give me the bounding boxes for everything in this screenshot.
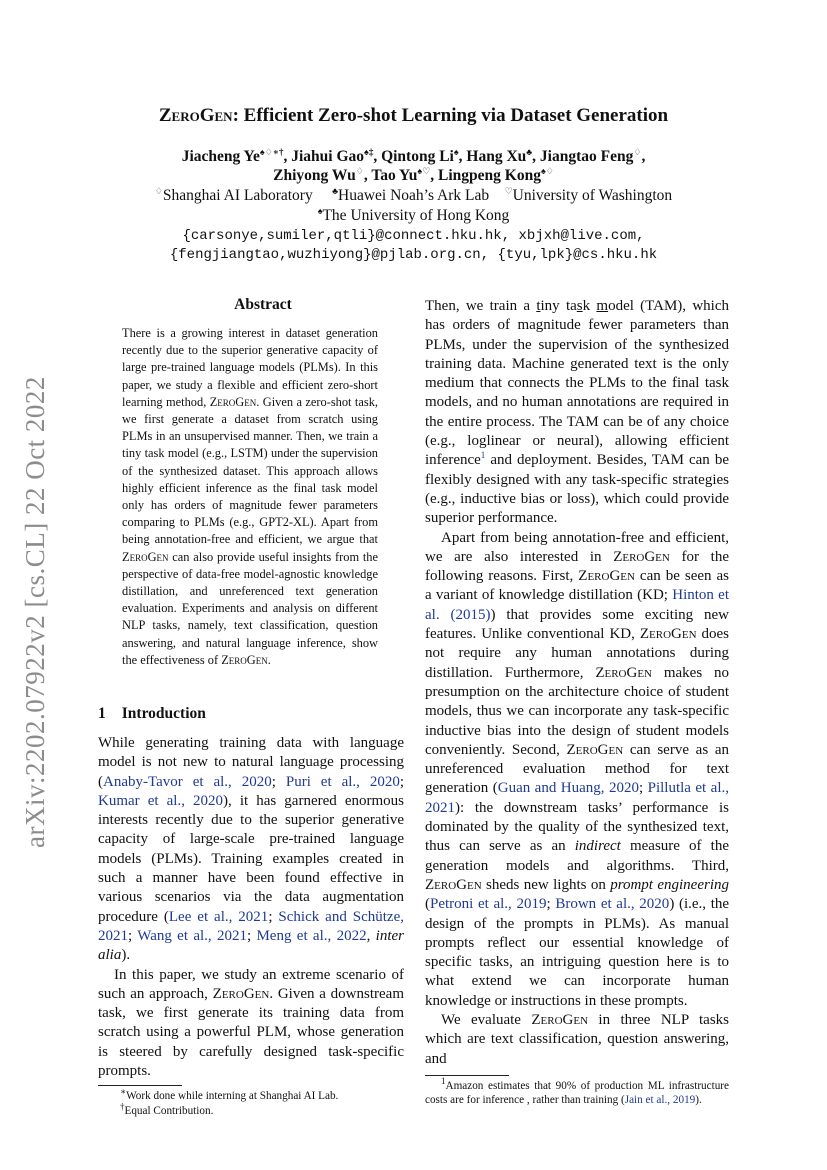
author: Jiahui Gao — [291, 148, 365, 165]
citation-link[interactable]: Jain et al., 2019 — [624, 1094, 696, 1107]
affiliation: The University of Hong Kong — [322, 207, 510, 224]
citation-link[interactable]: Schick and Schütze, 2021 — [98, 908, 404, 944]
affiliation: University of Washington — [512, 187, 673, 204]
footnote-rule — [98, 1085, 182, 1086]
paragraph: Then, we train a tiny task model (TAM), which has orders of magnitude fewer parameters than PLMs, under the supervision of the synthesized training data. Machine generated text is the only medium that connects the PLMs to the final task models, and no human annotations are required in the entire process. The TAM can be of any choice (e.g., loglinear or neural), allowing efficient inference$^1$ and deployment. Besides, TAM can be flexibly designed with any task-specific strategies (e.g., inductive bias or loss), which could provide superior performance. — [425, 298, 729, 527]
citation-link[interactable]: Petroni et al., 2019 — [430, 896, 547, 913]
author: Qintong Li — [381, 148, 454, 165]
paragraph: In this paper, we study an extreme scenario of such an approach, ZeroGen. Given a downstream task, we first generate its training data from scratch using a powerful PLM, whose generation is steered by carefully designed task-specific prompts. — [98, 966, 404, 1080]
paragraph: Apart from being annotation-free and efficient, we are also interested in ZeroGen for the following reasons. First, ZeroGen can be seen as a variant of knowledge distillation (KD; Hinton et al. (2015)) that provides some exciting new features. Unlike conventional KD, ZeroGen does not require any human annotations during distillation. Furthermore, ZeroGen makes no presumption on the architecture choice of student models, thus we can incorporate any task-specific inductive bias into the design of student models conveniently. Second, ZeroGen can serve as an unreferenced evaluation method for text generation (Guan and Huang, 2020; Pillutla et al., 2021): the downstream tasks’ performance is dominated by the quality of the synthesized text, thus can serve as an indirect measure of the generation models and algorithms. Third, ZeroGen sheds new lights on prompt engineering (Petroni et al., 2019; Brown et al., 2020) (i.e., the design of the prompts in PLMs). As manual prompts reflect our essential knowledge of specific tasks, an intriguing question here is to what extend we can incorporate human knowledge or instructions in these prompts. — [425, 529, 730, 1009]
footnote: $^1$Amazon estimates that 90% of production ML infrastructure costs are for inference , rather than training (Jain et al., 2019). — [425, 1076, 729, 1107]
paper-title: ZeroGen: Efficient Zero-shot Learning via Dataset Generation — [158, 105, 669, 126]
citation-link[interactable]: Hinton et al. (2015) — [425, 587, 729, 623]
author: Tao Yu — [371, 167, 418, 184]
abstract-body: There is a growing interest in dataset generation recently due to the superior generative capacity of large pre-trained language models (PLMs). In this paper, we study a flexible and efficient zero-short learning method, ZeroGen. Given a zero-shot task, we first generate a dataset from scratch using PLMs in an unsupervised manner. Then, we train a tiny task model (e.g., LSTM) under the supervision of the synthesized dataset. This approach allows highly efficient inference as the final task model only has orders of magnitude fewer parameters comparing to PLMs (e.g., GPT2-XL). Apart from being annotation-free and efficient, we argue that ZeroGen can also provide useful insights from the perspective of data-free model-agnostic knowledge distillation, and unreferenced text generation evaluation. Experiments and analysis on different NLP tasks, namely, text classification, question answering, and natural language inference, show the effectiveness of ZeroGen. — [122, 326, 378, 667]
author-emails — [60, 227, 767, 265]
abstract-heading: Abstract — [234, 296, 292, 313]
paragraph: We evaluate ZeroGen in three NLP tasks which are text classification, question answering, and — [425, 1011, 729, 1067]
author: Zhiyong Wu — [273, 167, 356, 184]
arxiv-watermark — [20, 368, 56, 848]
email-line: {fengjiangtao,wuzhiyong}@pjlab.org.cn, {tyu,lpk}@cs.hku.hk — [169, 247, 658, 263]
citation-link[interactable]: Puri et al., 2020 — [285, 773, 400, 790]
footnote: †Equal Contribution. — [120, 1101, 214, 1117]
affiliations: ♢Shanghai AI Laboratory ♣Huawei Noah’s Ark Lab ♡University of Washington ♠The University of Hong Kong — [154, 185, 673, 224]
author: Lingpeng Kong — [438, 167, 541, 184]
intro-right-column — [425, 297, 729, 1108]
section-heading-introduction: 1 Introduction — [98, 705, 206, 722]
email-line: {carsonye,sumiler,qtli}@connect.hku.hk, xbjxh@live.com, — [182, 228, 645, 244]
citation-link[interactable]: Guan and Huang, 2020 — [497, 780, 639, 797]
citation-link[interactable]: Brown et al., 2020 — [555, 896, 670, 913]
paragraph: While generating training data with language model is not new to natural language processing (Anaby-Tavor et al., 2020; Puri et al., 2020; Kumar et al., 2020), it has garnered enormous interests recently due to the superior generative capacity of large-scale pre-trained language models (PLMs). Training examples created in such a manner have been found effective in various scenarios via the data augmentation procedure (Lee et al., 2021; Schick and Schütze, 2021; Wang et al., 2021; Meng et al., 2022, inter alia). — [98, 735, 405, 964]
author: Hang Xu — [466, 148, 527, 165]
affiliation: Shanghai AI Laboratory — [162, 187, 313, 204]
footnote: ∗Work done while interning at Shanghai AI Lab. — [120, 1086, 339, 1103]
footnote-marker[interactable]: 1 — [480, 450, 486, 461]
author-list: Jiacheng Ye♠♢∗†, Jiahui Gao♠‡, Qintong Li♠, Hang Xu♣, Jiangtao Feng♢, Zhiyong Wu♢, Tao Yu♠♡, Lingpeng Kong♠♢ — [181, 146, 646, 184]
citation-link[interactable]: Wang et al., 2021 — [137, 927, 247, 944]
citation-link[interactable]: Pillutla et al., 2021 — [425, 780, 729, 816]
intro-left-column — [98, 734, 404, 1118]
citation-link[interactable]: Meng et al., 2022 — [256, 927, 367, 944]
citation-link[interactable]: Kumar et al., 2020 — [98, 792, 224, 809]
citation-link[interactable]: Anaby-Tavor et al., 2020 — [103, 773, 272, 790]
arxiv-watermark-text: arXiv:2202.07922v2 [cs.CL] 22 Oct 2022 — [20, 376, 50, 848]
footnote-rule — [425, 1075, 509, 1076]
author: Jiacheng Ye — [181, 148, 260, 165]
author: Jiangtao Feng — [539, 148, 634, 165]
affiliation: Huawei Noah’s Ark Lab — [338, 187, 490, 204]
citation-link[interactable]: Lee et al., 2021 — [168, 908, 269, 925]
